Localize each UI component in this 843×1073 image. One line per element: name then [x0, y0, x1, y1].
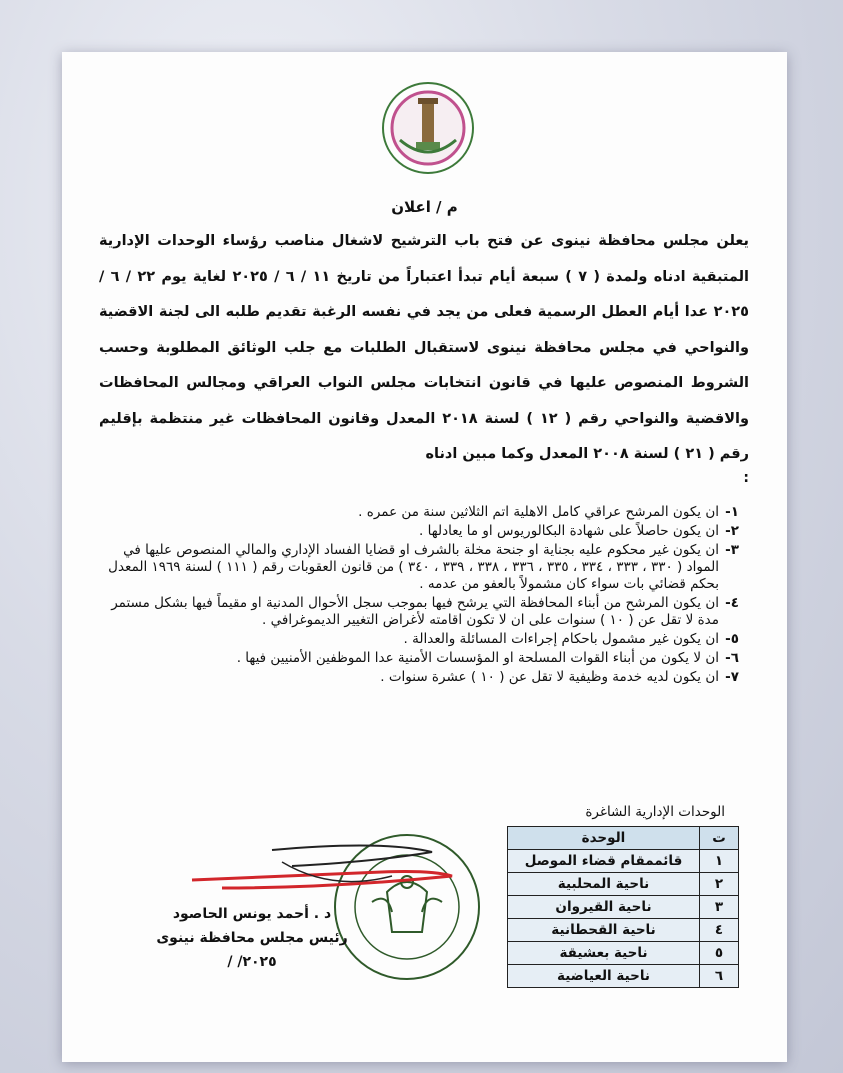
row-unit: ناحية المحلبية [508, 873, 700, 896]
announcement-paragraph: يعلن مجلس محافظة نينوى عن فتح باب الترشيح لاشغال مناصب رؤساء الوحدات الإدارية المتبقية ادناه ولمدة ( ٧ ) سبعة أيام تبدأ اعتباراً من تاريخ ١١ / ٦ / ٢٠٢٥ لغاية يوم ٢٢ / ٦ / ٢٠٢٥ عدا أيام العطل الرسمية فعلى من يجد في نفسه الرغبة تقديم طلبه الى لجنة الاقضية والنواحي في مجلس محافظة نينوى لاستقبال الطلبات مع جلب الوثائق المطلوبة وحسب الشروط المنصوص عليها في قانون انتخابات مجلس النواب العراقي ومجالس المحافظات والاقضية والنواحي رقم ( ١٢ ) لسنة ٢٠١٨ المعدل وقانون المحافظات غير منتظمة بإقليم رقم ( ٢١ ) لسنة ٢٠٠٨ المعدل وكما مبين ادناه [99, 233, 749, 462]
signatory-name: د . أحمد يونس الحاصود [172, 906, 332, 922]
table-row [508, 873, 739, 896]
signatory-title: رئيس مجلس محافظة نينوى [156, 930, 348, 946]
signature-date: ٢٠٢٥/ / [227, 954, 277, 970]
item-number: ٣- [725, 542, 739, 558]
conditions-list [89, 504, 739, 688]
row-number: ٤ [700, 919, 739, 942]
row-unit: ناحية العياضية [508, 965, 700, 988]
table-row [508, 919, 739, 942]
item-text: ان يكون المرشح من أبناء المحافظة التي يرشح فيها بموجب سجل الأحوال المدنية او مقيماً فيها بشكل مستمر مدة لا تقل عن ( ١٠ ) سنوات على ان لا تكون اقامته لأغراض التغيير الديموغرافي . [111, 595, 719, 628]
table-row [508, 965, 739, 988]
row-number: ٥ [700, 942, 739, 965]
row-unit: ناحية القيروان [508, 896, 700, 919]
item-text: ان يكون غير مشمول باحكام إجراءات المسائلة والعدالة . [403, 631, 719, 647]
list-item [89, 523, 739, 540]
list-item [89, 650, 739, 667]
item-text: ان يكون المرشح عراقي كامل الاهلية اتم الثلاثين سنة من عمره . [358, 504, 719, 520]
row-number: ٦ [700, 965, 739, 988]
item-number: ٥- [725, 631, 739, 647]
row-unit: قائممقام قضاء الموصل [508, 850, 700, 873]
item-number: ٧- [725, 669, 739, 685]
item-text: ان يكون لديه خدمة وظيفية لا تقل عن ( ١٠ ) عشرة سنوات . [380, 669, 719, 685]
list-item [89, 542, 739, 593]
row-unit: ناحية بعشيقة [508, 942, 700, 965]
table-header-row [508, 827, 739, 850]
list-item [89, 595, 739, 629]
list-item [89, 504, 739, 521]
item-number: ٢- [725, 523, 739, 539]
list-item [89, 669, 739, 686]
item-number: ٦- [725, 650, 739, 666]
row-unit: ناحية القحطانية [508, 919, 700, 942]
list-intro-colon: : [743, 470, 749, 486]
council-logo-icon [380, 80, 476, 176]
row-number: ٢ [700, 873, 739, 896]
vacant-units-table [507, 826, 739, 988]
row-number: ٣ [700, 896, 739, 919]
table-row [508, 896, 739, 919]
table-row [508, 850, 739, 873]
table-title: الوحدات الإدارية الشاغرة [585, 804, 725, 820]
list-item [89, 631, 739, 648]
row-number: ١ [700, 850, 739, 873]
signature-block [132, 902, 372, 974]
item-text: ان لا يكون من أبناء القوات المسلحة او المؤسسات الأمنية عدا الموظفين الأمنيين فيها . [236, 650, 719, 666]
column-header-unit: الوحدة [508, 827, 700, 850]
item-text: ان يكون غير محكوم عليه بجناية او جنحة مخلة بالشرف او قضايا الفساد الإداري والمالي المنصوص عليها في المواد ( ٣٣٠ ، ٣٣٣ ، ٣٣٤ ، ٣٣٥ ، ٣٣٦ ، ٣٣٨ ، ٣٣٩ ، ٣٤٠ ) من قانون العقوبات رقم ( ١١١ ) لسنة ١٩٦٩ المعدل بحكم قضائي بات سواء كان مشمولاً بالعفو من عدمه . [108, 542, 719, 592]
column-header-number: ت [700, 827, 739, 850]
item-text: ان يكون حاصلاً على شهادة البكالوريوس او ما يعادلها . [419, 523, 719, 539]
document-page [62, 52, 787, 1062]
item-number: ٤- [725, 595, 739, 611]
handwritten-signature-icon [132, 832, 462, 902]
page-title: م / اعلان [391, 198, 458, 216]
table-row [508, 942, 739, 965]
item-number: ١- [725, 504, 739, 520]
